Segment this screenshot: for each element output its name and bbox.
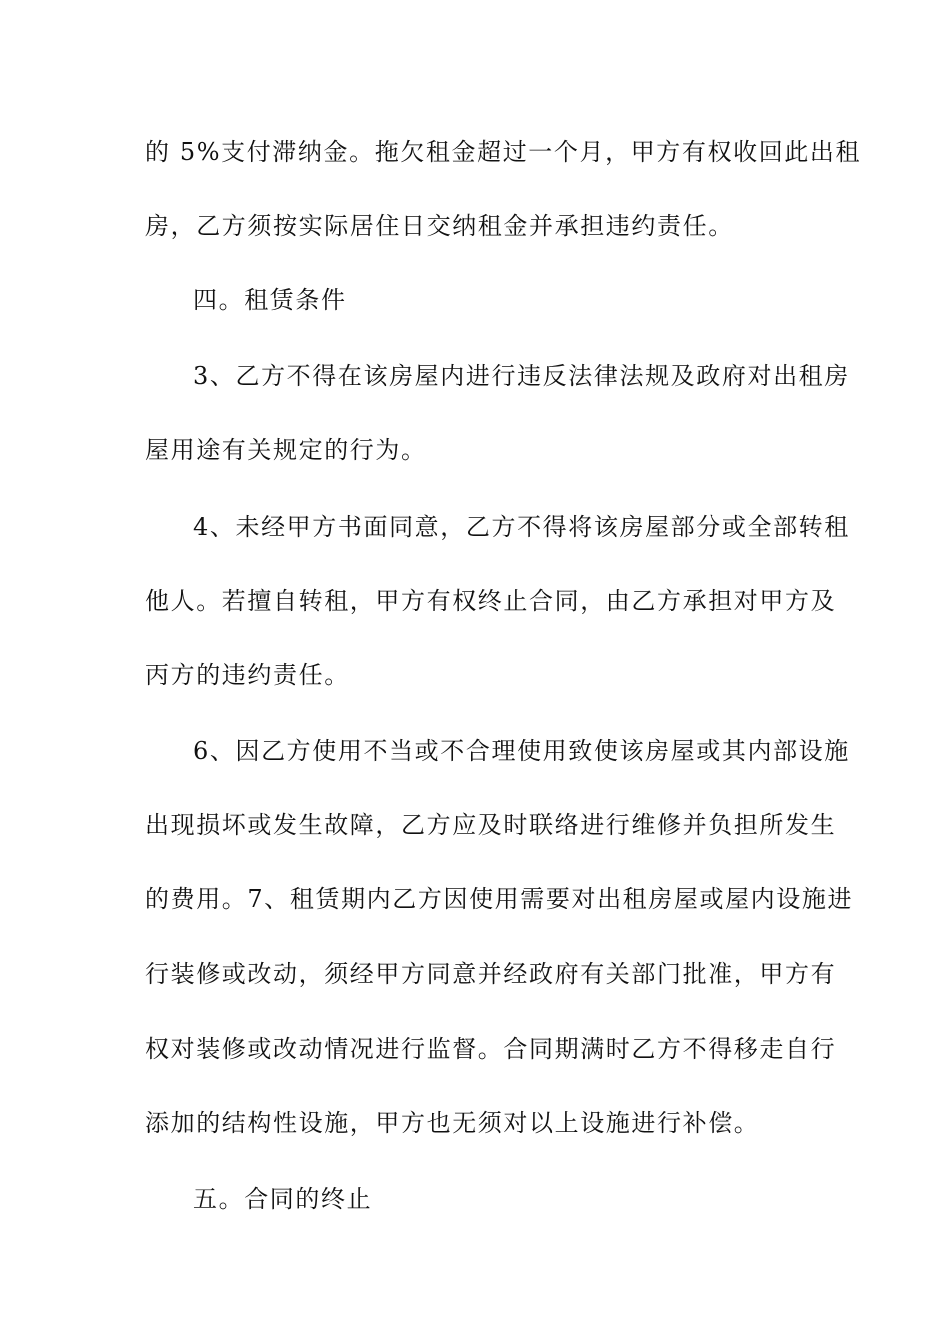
text-line: 房，乙方须按实际居住日交纳租金并承担违约责任。	[145, 212, 734, 240]
section-heading: 五。合同的终止	[193, 1185, 373, 1213]
text-line: 的费用。7、租赁期内乙方因使用需要对出租房屋或屋内设施进	[145, 885, 854, 913]
text-line: 丙方的违约责任。	[145, 661, 350, 689]
section-heading: 四。租赁条件	[193, 286, 347, 314]
text-line: 他人。若擅自转租，甲方有权终止合同，由乙方承担对甲方及	[145, 587, 837, 615]
text-line: 添加的结构性设施，甲方也无须对以上设施进行补偿。	[145, 1109, 760, 1137]
text-line: 权对装修或改动情况进行监督。合同期满时乙方不得移走自行	[145, 1035, 837, 1063]
text-line: 行装修或改动，须经甲方同意并经政府有关部门批准，甲方有	[145, 960, 837, 988]
text-line: 屋用途有关规定的行为。	[145, 436, 427, 464]
text-line: 的 5%支付滞纳金。拖欠租金超过一个月，甲方有权收回此出租	[145, 138, 862, 166]
text-line: 6、因乙方使用不当或不合理使用致使该房屋或其内部设施	[193, 737, 850, 765]
text-line: 出现损坏或发生故障，乙方应及时联络进行维修并负担所发生	[145, 811, 837, 839]
text-line: 4、未经甲方书面同意，乙方不得将该房屋部分或全部转租	[193, 513, 850, 541]
text-line: 3、乙方不得在该房屋内进行违反法律法规及政府对出租房	[193, 362, 850, 390]
